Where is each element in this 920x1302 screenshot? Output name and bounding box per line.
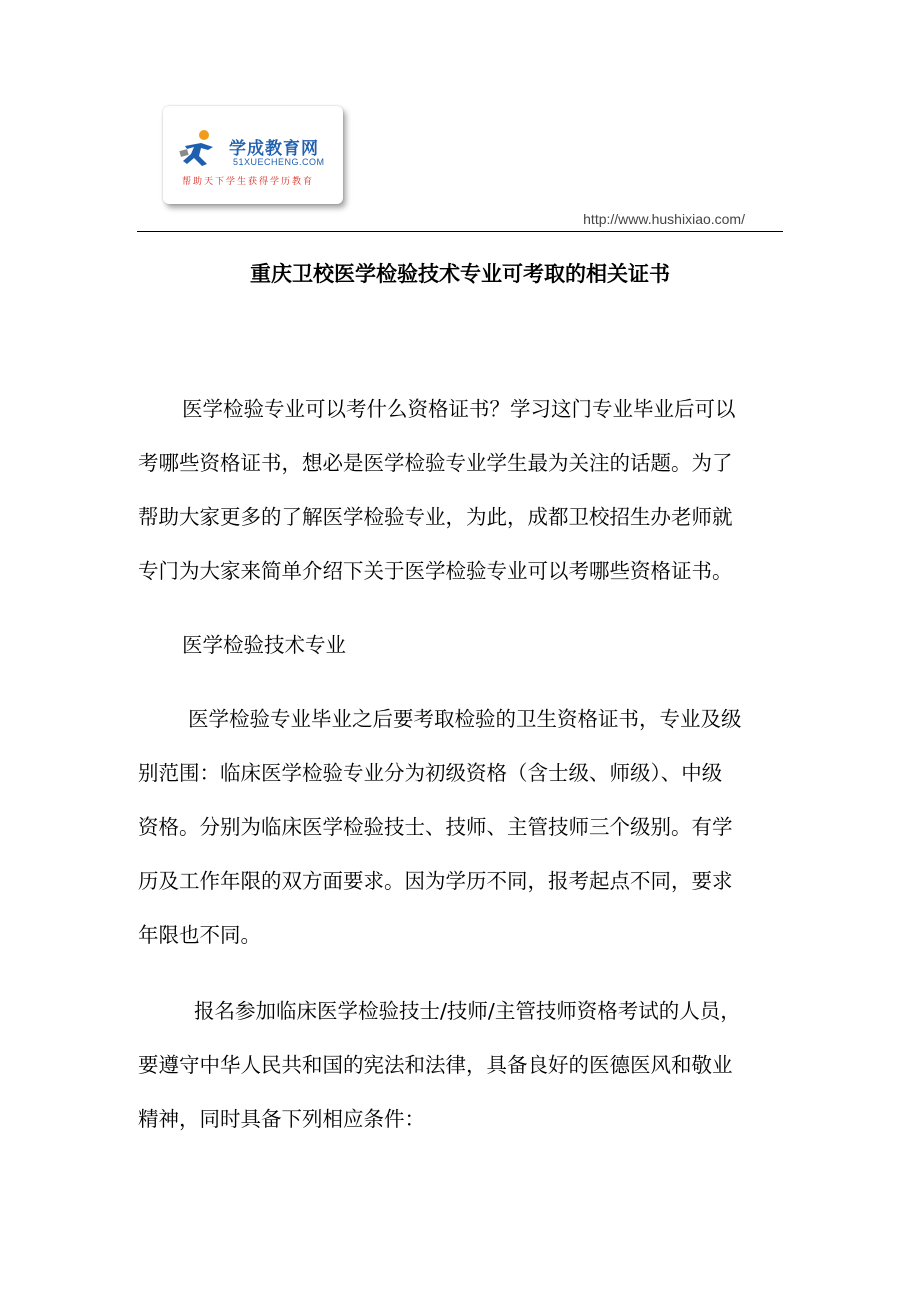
paragraph-line: 医学检验专业可以考什么资格证书？学习这门专业毕业后可以 bbox=[182, 397, 736, 421]
paragraph-line: 帮助大家更多的了解医学检验专业，为此，成都卫校招生办老师就 bbox=[138, 505, 733, 529]
paragraph-line: 专门为大家来简单介绍下关于医学检验专业可以考哪些资格证书。 bbox=[138, 559, 733, 583]
paragraph-line: 医学检验技术专业 bbox=[182, 633, 346, 657]
logo-slogan: 帮助天下学生获得学历教育 bbox=[182, 177, 315, 187]
header-url-link[interactable]: http://www.hushixiao.com/ bbox=[583, 211, 745, 227]
paragraph-line: 历及工作年限的双方面要求。因为学历不同，报考起点不同，要求 bbox=[138, 869, 733, 893]
paragraph-line: 报名参加临床医学检验技士/技师/主管技师资格考试的人员， bbox=[194, 999, 741, 1023]
paragraph-line: 精神，同时具备下列相应条件： bbox=[138, 1107, 425, 1131]
paragraph-line: 别范围：临床医学检验专业分为初级资格（含士级、师级）、中级 bbox=[138, 761, 723, 785]
paragraph-line: 考哪些资格证书，想必是医学检验专业学生最为关注的话题。为了 bbox=[138, 451, 733, 475]
section-heading bbox=[138, 618, 788, 672]
logo-title: 学成教育网 bbox=[229, 139, 319, 159]
document-title: 重庆卫校医学检验技术专业可考取的相关证书 bbox=[250, 262, 670, 286]
paragraph-line: 资格。分别为临床医学检验技士、技师、主管技师三个级别。有学 bbox=[138, 815, 733, 839]
paragraph-line: 要遵守中华人民共和国的宪法和法律，具备良好的医德医风和敬业 bbox=[138, 1053, 733, 1077]
paragraph-eligibility bbox=[138, 984, 788, 1146]
paragraph-line: 医学检验专业毕业之后要考取检验的卫生资格证书，专业及级 bbox=[188, 707, 742, 731]
running-figure-icon bbox=[177, 126, 221, 170]
paragraph-requirements bbox=[138, 692, 788, 962]
paragraph-line: 年限也不同。 bbox=[138, 923, 261, 947]
site-logo bbox=[163, 106, 343, 204]
paragraph-intro bbox=[138, 382, 788, 598]
logo-domain: 51XUECHENG.COM bbox=[233, 157, 325, 167]
header-divider bbox=[137, 231, 783, 232]
